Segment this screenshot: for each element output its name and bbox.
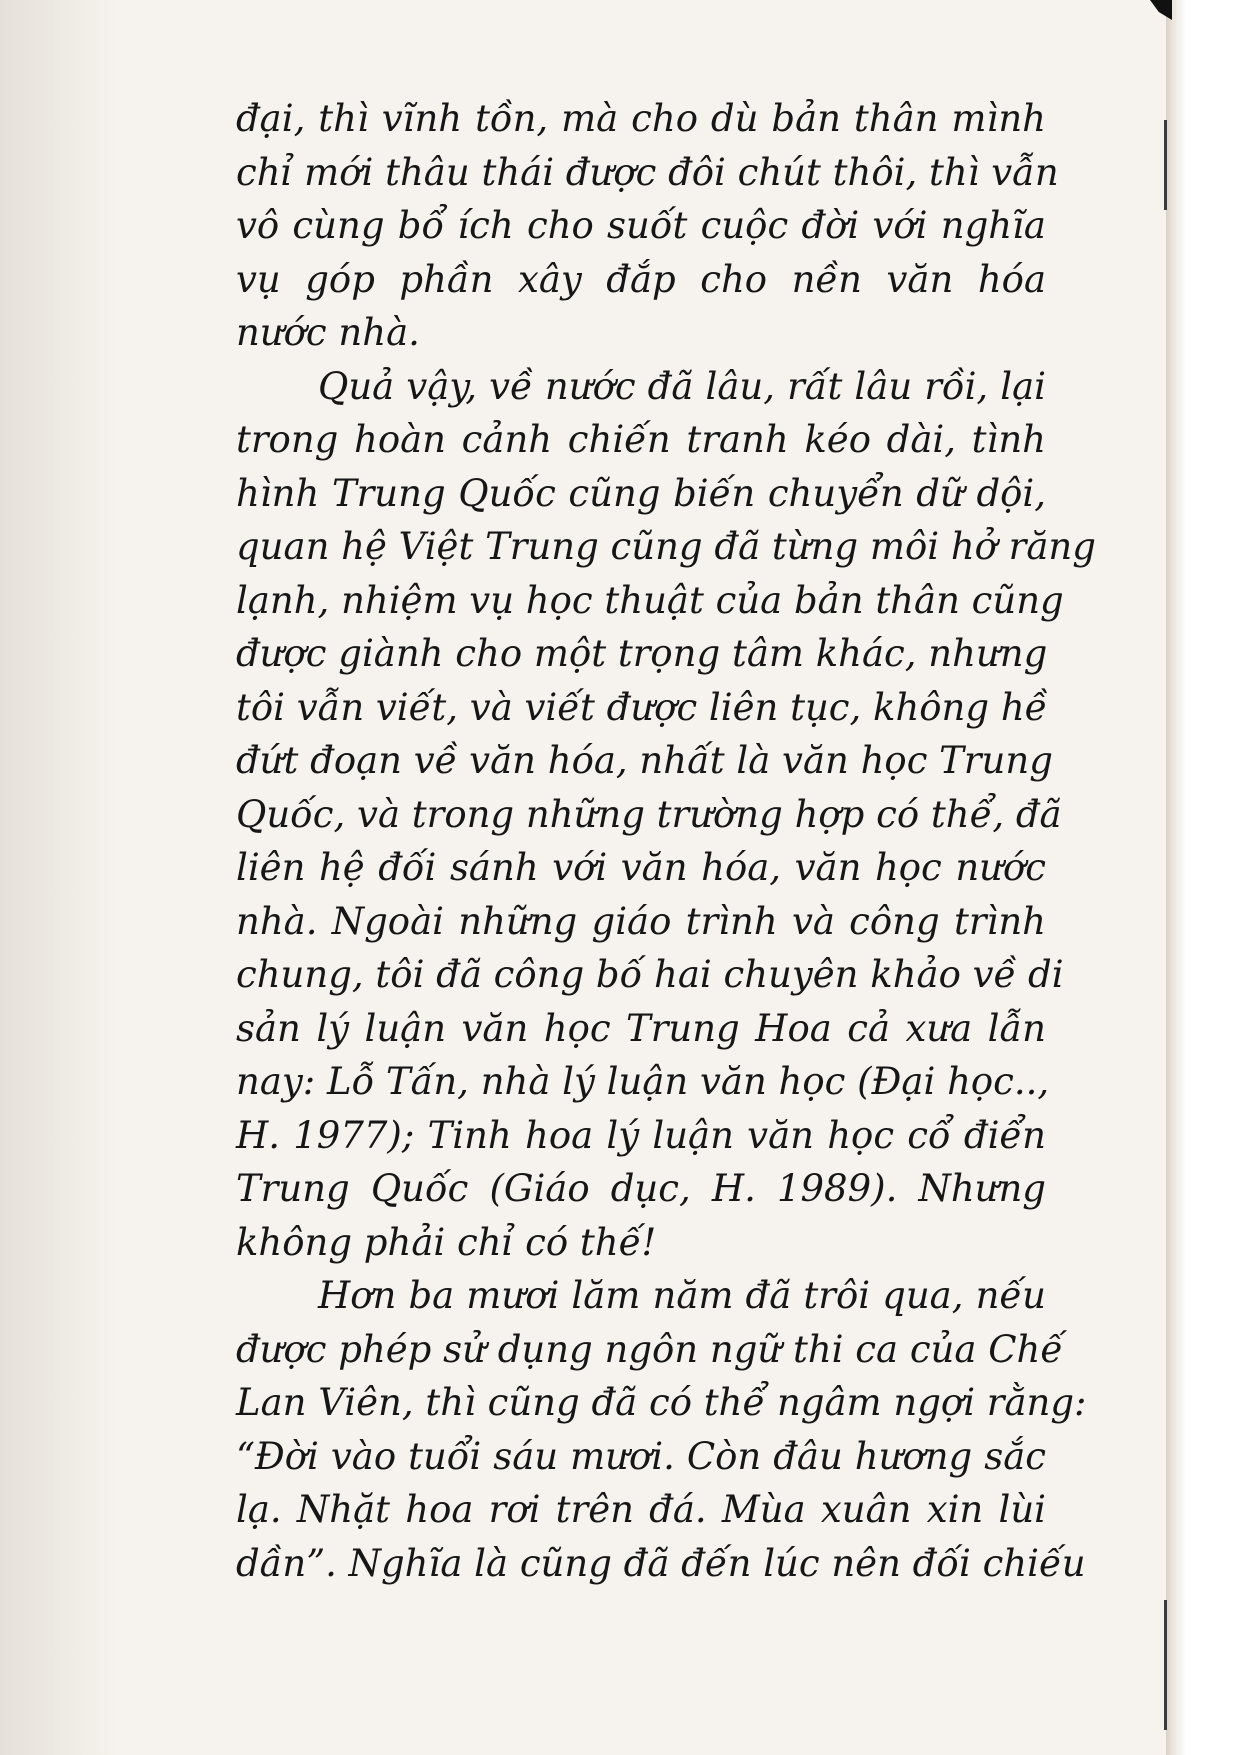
text-line: liên hệ đối sánh với văn hóa, văn học nước [236, 846, 1046, 889]
text-line: trong hoàn cảnh chiến tranh kéo dài, tình [236, 418, 1046, 461]
text-line: nay: Lỗ Tấn, nhà lý luận văn học (Đại học.., [236, 1060, 1050, 1103]
text-line: quan hệ Việt Trung cũng đã từng môi hở răng [236, 525, 1096, 568]
text-line: lạ. Nhặt hoa rơi trên đá. Mùa xuân xin lùi [236, 1488, 1046, 1531]
edge-shadow-line [1164, 1600, 1167, 1730]
text-line: đại, thì vĩnh tồn, mà cho dù bản thân mình [236, 97, 1046, 140]
text-line: Hơn ba mươi lăm năm đã trôi qua, nếu [318, 1274, 1046, 1317]
text-line: sản lý luận văn học Trung Hoa cả xưa lẫn [236, 1006, 1046, 1050]
text-line: không phải chỉ có thế! [236, 1220, 657, 1264]
edge-shadow-line [1164, 120, 1167, 210]
text-line: nhà. Ngoài những giáo trình và công trình [236, 899, 1046, 943]
text-line: hình Trung Quốc cũng biến chuyển dữ dội, [236, 471, 1046, 515]
text-line: Lan Viên, thì cũng đã có thể ngâm ngợi rằng: [236, 1381, 1087, 1424]
page-edge [1166, 0, 1240, 1755]
text-line: Quả vậy, về nước đã lâu, rất lâu rồi, lại [318, 364, 1046, 408]
text-line: Trung Quốc (Giáo dục, H. 1989). Nhưng [236, 1167, 1046, 1210]
text-line: được phép sử dụng ngôn ngữ thi ca của Chế [236, 1327, 1064, 1371]
text-line: H. 1977); Tinh hoa lý luận văn học cổ điển [236, 1113, 1046, 1157]
text-line: vô cùng bổ ích cho suốt cuộc đời với nghĩa [236, 204, 1046, 247]
text-line: lạnh, nhiệm vụ học thuật của bản thân cũng [236, 578, 1064, 622]
text-line: chung, tôi đã công bố hai chuyên khảo về di [236, 953, 1064, 996]
text-line: được giành cho một trọng tâm khác, nhưng [236, 632, 1048, 675]
text-line: chỉ mới thâu thái được đôi chút thôi, thì vẫn [236, 150, 1059, 194]
text-line: “Đời vào tuổi sáu mươi. Còn đâu hương sắc [236, 1434, 1046, 1478]
page-shadow [0, 0, 120, 1755]
text-line: Quốc, và trong những trường hợp có thể, đã [236, 792, 1062, 836]
text-line: nước nhà. [236, 311, 420, 354]
text-line: dần”. Nghĩa là cũng đã đến lúc nên đối chiếu [236, 1541, 1086, 1585]
text-line: vụ góp phần xây đắp cho nền văn hóa [236, 257, 1046, 301]
text-line: đứt đoạn về văn hóa, nhất là văn học Trung [236, 739, 1053, 782]
page-text [236, 92, 1096, 1590]
text-line: tôi vẫn viết, và viết được liên tục, không hề [236, 685, 1048, 729]
